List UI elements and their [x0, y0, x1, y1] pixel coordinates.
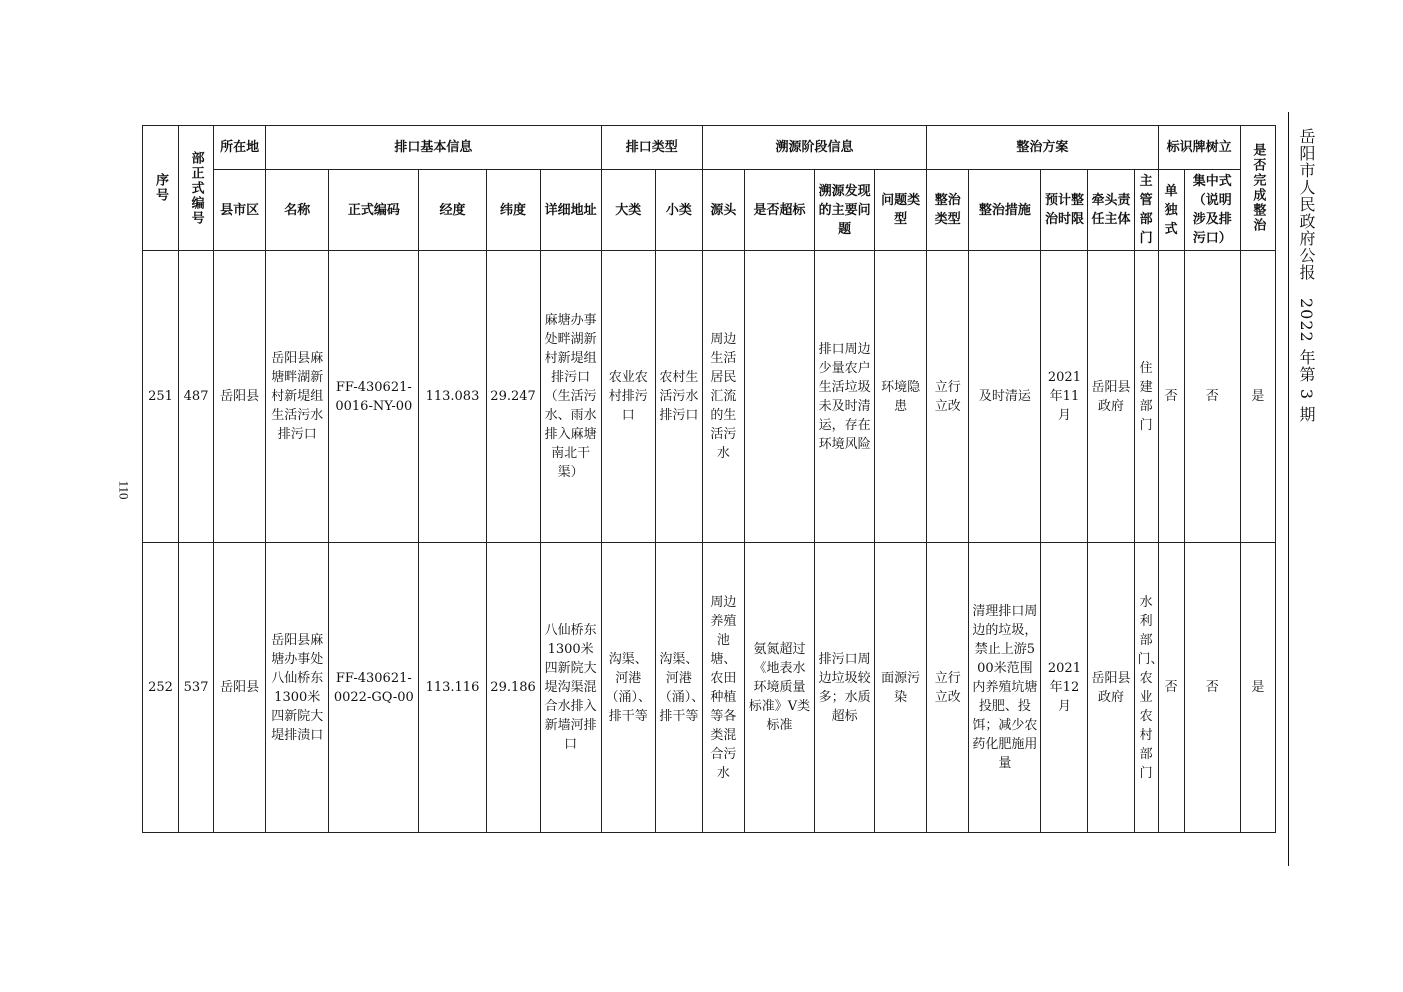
- header-lon: 经度: [419, 170, 486, 251]
- cell-lon: 113.116: [419, 543, 486, 833]
- cell-dept-code: 537: [179, 543, 214, 833]
- header-single: 单独式: [1158, 170, 1184, 251]
- header-problem-type: 问题类型: [875, 170, 927, 251]
- header-trace-stage: 溯源阶段信息: [702, 126, 926, 170]
- cell-lat: 29.247: [486, 251, 540, 543]
- table-row: [143, 543, 1276, 833]
- table-row: [143, 251, 1276, 543]
- header-lat: 纬度: [486, 170, 540, 251]
- header-signboard: 标识牌树立: [1158, 126, 1240, 170]
- cell-plan-type: 立行立改: [927, 251, 969, 543]
- cell-measure: 及时清运: [969, 251, 1041, 543]
- cell-dept: 水利部门、农业农村部门: [1134, 543, 1158, 833]
- cell-code: FF-430621-0022-GQ-00: [329, 543, 419, 833]
- cell-done: 是: [1240, 251, 1275, 543]
- cell-name: 岳阳县麻塘办事处八仙桥东1300米四新院大堤排渍口: [266, 543, 329, 833]
- header-county: 县市区: [214, 170, 266, 251]
- cell-problem-type: 环境隐患: [875, 251, 927, 543]
- header-address: 详细地址: [540, 170, 601, 251]
- header-dept-code: 部正式编号: [179, 126, 214, 251]
- cell-address: 八仙桥东1300米四新院大堤沟渠混合水排入新墙河排口: [540, 543, 601, 833]
- cell-done: 是: [1240, 543, 1275, 833]
- cell-major: 农业农村排污口: [601, 251, 655, 543]
- header-name: 名称: [266, 170, 329, 251]
- cell-seq: 252: [143, 543, 179, 833]
- header-minor: 小类: [655, 170, 702, 251]
- header-rule: [1288, 112, 1289, 866]
- cell-problem: 排口周边少量农户生活垃圾未及时清运，存在环境风险: [815, 251, 875, 543]
- cell-lead: 岳阳县政府: [1088, 543, 1134, 833]
- header-dept: 主管部门: [1134, 170, 1158, 251]
- cell-dept-code: 487: [179, 251, 214, 543]
- cell-measure: 清理排口周边的垃圾，禁止上游500米范围内养殖坑塘投肥、投饵；减少农药化肥施用量: [969, 543, 1041, 833]
- cell-source: 周边生活居民汇流的生活污水: [702, 251, 744, 543]
- header-measure: 整治措施: [969, 170, 1041, 251]
- sewage-outlet-table: [142, 125, 1276, 833]
- cell-problem: 排污口周边垃圾较多；水质超标: [815, 543, 875, 833]
- cell-exceed: [744, 251, 814, 543]
- cell-problem-type: 面源污染: [875, 543, 927, 833]
- cell-deadline: 2021年11月: [1041, 251, 1088, 543]
- cell-seq: 251: [143, 251, 179, 543]
- header-code: 正式编码: [329, 170, 419, 251]
- running-header: 岳阳市人民政府公报 2022 年第 3 期: [1297, 128, 1316, 424]
- cell-lead: 岳阳县政府: [1088, 251, 1134, 543]
- cell-county: 岳阳县: [214, 251, 266, 543]
- cell-central: 否: [1184, 251, 1240, 543]
- cell-dept: 住建部门: [1134, 251, 1158, 543]
- cell-single: 否: [1158, 251, 1184, 543]
- cell-code: FF-430621-0016-NY-00: [329, 251, 419, 543]
- header-major: 大类: [601, 170, 655, 251]
- header-outlet-type: 排口类型: [601, 126, 702, 170]
- header-basic-info: 排口基本信息: [266, 126, 602, 170]
- cell-major: 沟渠、河港（涌）、排干等: [601, 543, 655, 833]
- cell-name: 岳阳县麻塘畔湖新村新堤组生活污水排污口: [266, 251, 329, 543]
- cell-address: 麻塘办事处畔湖新村新堤组排污口（生活污水、雨水排入麻塘南北干渠）: [540, 251, 601, 543]
- header-central: 集中式（说明涉及排污口）: [1184, 170, 1240, 251]
- page-number: 110: [116, 480, 132, 500]
- cell-central: 否: [1184, 543, 1240, 833]
- header-location: 所在地: [214, 126, 266, 170]
- header-rectification-plan: 整治方案: [927, 126, 1158, 170]
- cell-minor: 沟渠、河港（涌）、排干等: [655, 543, 702, 833]
- header-source: 源头: [702, 170, 744, 251]
- cell-county: 岳阳县: [214, 543, 266, 833]
- cell-single: 否: [1158, 543, 1184, 833]
- cell-lon: 113.083: [419, 251, 486, 543]
- cell-deadline: 2021年12月: [1041, 543, 1088, 833]
- header-lead: 牵头责任主体: [1088, 170, 1134, 251]
- header-plan-type: 整治类型: [927, 170, 969, 251]
- header-problem: 溯源发现的主要问题: [815, 170, 875, 251]
- cell-source: 周边养殖池塘、农田种植等各类混合污水: [702, 543, 744, 833]
- header-deadline: 预计整治时限: [1041, 170, 1088, 251]
- header-seq: 序号: [143, 126, 179, 251]
- cell-exceed: 氨氮超过《地表水环境质量标准》Ⅴ类标准: [744, 543, 814, 833]
- cell-lat: 29.186: [486, 543, 540, 833]
- header-exceed: 是否超标: [744, 170, 814, 251]
- cell-plan-type: 立行立改: [927, 543, 969, 833]
- header-done: 是否完成整治: [1240, 126, 1275, 251]
- cell-minor: 农村生活污水排污口: [655, 251, 702, 543]
